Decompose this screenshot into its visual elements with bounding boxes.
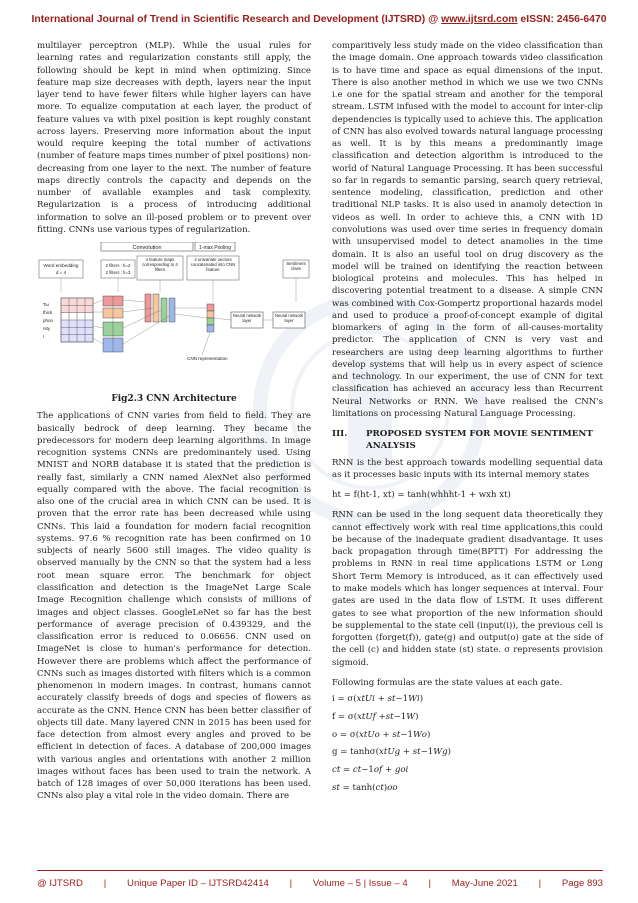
section-title: PROPOSED SYSTEM FOR MOVIE SENTIMENT ANALYSIS	[366, 429, 593, 452]
section-number: III.	[332, 429, 348, 440]
maxpooling-label: 1-max Pooling	[199, 245, 231, 252]
right-paragraph-3: RNN can be used in the long sequent data theoretically they cannot effectively work with real time applications,this could be because of the inadequate gradient disadvantage. It uses back propagation through time(BPTT) For addressing the problems in RNN in real time applications LSTM or Long Short Term Memory is introduced, as it can effectively used to make models which has longer sequences at interval. Four gates are used in the data flow of LSTM. It uses different gates to see what proportion of the new information should be supplemental to the state cell (input(i)), the previous cell is forgotten (forget(f)), gate(g) and output(o) gate at the side of the cell (c) and hidden state (st) state. σ represents provision sigmoid.	[332, 510, 603, 668]
formula-cell-state: 𝑐𝑡 = 𝑐𝑡−1𝑜𝑓 + 𝑔𝑜𝑖	[332, 765, 409, 776]
input-word-5: !	[43, 334, 45, 340]
embedding-dims-label: d = 4	[55, 270, 67, 276]
pooled-feature-vector	[207, 304, 214, 332]
word-embedding-label: Word embedding	[43, 263, 79, 269]
cnn-architecture-diagram	[37, 242, 311, 390]
left-column	[37, 40, 311, 803]
input-word-1: Ты	[43, 302, 49, 308]
filters-h3-label: 2 filters : h=3	[105, 270, 131, 276]
cnn-representation-label: CNN representation	[187, 356, 228, 362]
input-word-3: phon	[43, 318, 54, 324]
journal-url-link[interactable]: www.ijtsrd.com	[441, 14, 518, 25]
cnn-architecture-figure	[37, 242, 311, 390]
footer-page: Page 893	[561, 878, 603, 889]
feature-map-vectors	[145, 294, 175, 322]
journal-issn: eISSN: 2456-6470	[517, 14, 607, 25]
filter-matrices	[103, 296, 123, 352]
figure-caption: Fig2.3 CNN Architecture	[111, 394, 237, 405]
neural-layer-2-label: Neural network layer	[274, 313, 304, 324]
right-paragraph-4: Following formulas are the state values at each gate.	[332, 677, 563, 688]
neural-layer-1-label: Neural network layer	[232, 313, 262, 324]
right-paragraph-2: RNN is the best approach towards modelling sequential data as it processes basic inputs with its internal memory states	[332, 457, 603, 480]
input-word-2: thick	[43, 310, 53, 316]
journal-header	[0, 14, 638, 25]
lstm-formulas	[332, 693, 603, 794]
sentiment-class-label: Sentiment class	[286, 261, 306, 272]
formula-output-gate: o = σ(𝑥𝑡𝑈𝑜 + 𝑠𝑡−1𝑊𝑜)	[332, 729, 431, 740]
footer-divider	[37, 870, 603, 871]
formula-g-gate: g = tanhσ(𝑥𝑡𝑈𝑔 + 𝑠𝑡−1𝑊𝑔)	[332, 747, 451, 758]
feature-maps-label: 4 feature maps corresponding to 4 filters	[142, 257, 178, 273]
right-paragraph-1: comparitively less study made on the video classification than the image domain. One approach towards video classification is to have time and space as equal dimensions of the input. There is also another method in which we use we two CNNs i.e one for the spatial stream and another for the temporal stream. LSTM infused with the model to account for inter-clip dependencies is typically used to achieve this. The application of CNN has also evolved towards natural language processing as well. It is by this means a predominantly image classification and detection algorithm is introduced to the world of Natural Language Processing. It has been successful so far in regards to semantic parsing, search query retrieval, sentence modeling, classification, prediction and other traditional NLP tasks. It is also used in anamoly detection in videos as well. In order to achieve this, a CNN with 1D convolutions was used over time series in frequency domain with unsupervised model to detect anamolies in the time domain. It is also an useful tool on drug discovery as the model will be trained on identifying the reaction between biological proteins and molecules. This has helped in discovering potential treatment to a disease. A simple CNN was combined with Cox-Gompertz proportional hazards model and used to produce a proof-of-concept example of digital biomarkers of aging in the form of all-causes-mortality predictor. The application of CNN is very vast and researchers are using deep learning algorithms to further develop systems that will help us in every aspect of science and technology. In our experiment, the use of CNN for text classification has achieved an accuracy less than Recurrent Neural Networks or RNN. We have realised the CNN's limitations on processing Natural Language Processing.	[332, 41, 603, 419]
page-footer	[37, 878, 603, 889]
right-column	[332, 40, 603, 800]
formula-hidden-state: 𝑠𝑡 = tanh(𝑐𝑡)𝑜𝑜	[332, 783, 398, 794]
footer-volume: Volume – 5 | Issue – 4	[312, 878, 408, 889]
formula-forget-gate: f = σ(𝑥𝑡𝑈𝑓 +𝑠𝑡−1𝑊)	[332, 711, 419, 722]
footer-journal: @ IJTSRD	[37, 878, 83, 889]
section-heading	[332, 428, 603, 452]
formula-input-gate: i = σ(𝑥𝑡𝑈𝑖 + 𝑠𝑡−1𝑊𝑖)	[332, 694, 424, 705]
left-paragraph-2: The applications of CNN varies from field to field. They are basically bedrock of deep learning. They became the predecessors for modern deep learning algorithms. In image recognition systems CNNs are predominantely used. Using MNIST and NORB database it is stated that the prediction is really fast, similarly a CNN named AlexNet also performed equally compared with the above. The facial recognition is also one of the crucial area in which CNN can be used. It is proven that the error rate has been decreased while using CNNs. This laid a foundation for modern facial recognition systems. 97.6 % recognition rate has been confirmed on 10 subjects of nearly 5600 still images. The video quality is observed manually by the CNN so that the system had a less root mean square error. The benchmark for object classification and detection is the ImageNet Large Scale Image Recognition challenge which consists of millions of images and object classes. GoogleLeNet so far has the best performance of average precision of 0.439329, and the classification error is reduced to 0.06656. CNN used on ImageNet is close to human's performance for detection. However there are problems which affect the performance of CNNs such as images distorted with filters which is a common phenomenon in modern images. In contrast, humans cannot accurately classify breeds of dogs and species of flowers as accurate as the CNN. Hence CNN has been better classifier of objects till date. Many layered CNN in 2015 has been used for face detection from almost every angles and proved to be efficient in detection of faces. A database of 200,000 images with various angles and orientations with another 2 million images without faces has been used to train the network. A batch of 128 images of over 50,000 iterations has been used. CNNs also play a vital role in the video domain. There are	[37, 411, 311, 802]
filters-h2-label: 2 filters : h=2	[105, 263, 131, 269]
convolution-label: Convolution	[132, 245, 162, 252]
footer-sep-3: |	[428, 878, 431, 889]
footer-sep-2: |	[289, 878, 293, 889]
footer-date: May-June 2021	[451, 878, 518, 889]
rnn-equation: ht = f(ht-1, xt) = tanh(whhht-1 + wxh xt)	[332, 490, 511, 501]
footer-sep-4: |	[538, 878, 542, 889]
univariate-vectors-label: 4 univariate vectors concatenated into CNN feature	[190, 257, 236, 273]
footer-sep-1: |	[103, 878, 107, 889]
embedding-matrix	[61, 298, 93, 342]
input-word-4: nity	[43, 326, 51, 332]
journal-name: International Journal of Trend in Scientific Research and Development (IJTSRD) @	[31, 14, 442, 25]
left-paragraph-1: multilayer perceptron (MLP). While the usual rules for learning rates and regularization constants still apply, the following should be kept in mind when optimizing. Since feature map size decreases with depth, layers near the input layer tend to have fewer filters while higher layers can have more. To equalize computation at each layer, the product of feature values va with pixel position is kept roughly constant across layers. Preserving more information about the input would require keeping the total number of activations (number of feature maps times number of pixel positions) non-decreasing from one layer to the next. The number of feature maps directly controls the capacity and depends on the number of available examples and task complexity. Regularization is a process of introducing additional information to solve an ill-posed problem or to prevent over fitting. CNNs use various types of regularization.	[37, 41, 311, 235]
footer-paper-id: Unique Paper ID – IJTSRD42414	[127, 878, 269, 889]
